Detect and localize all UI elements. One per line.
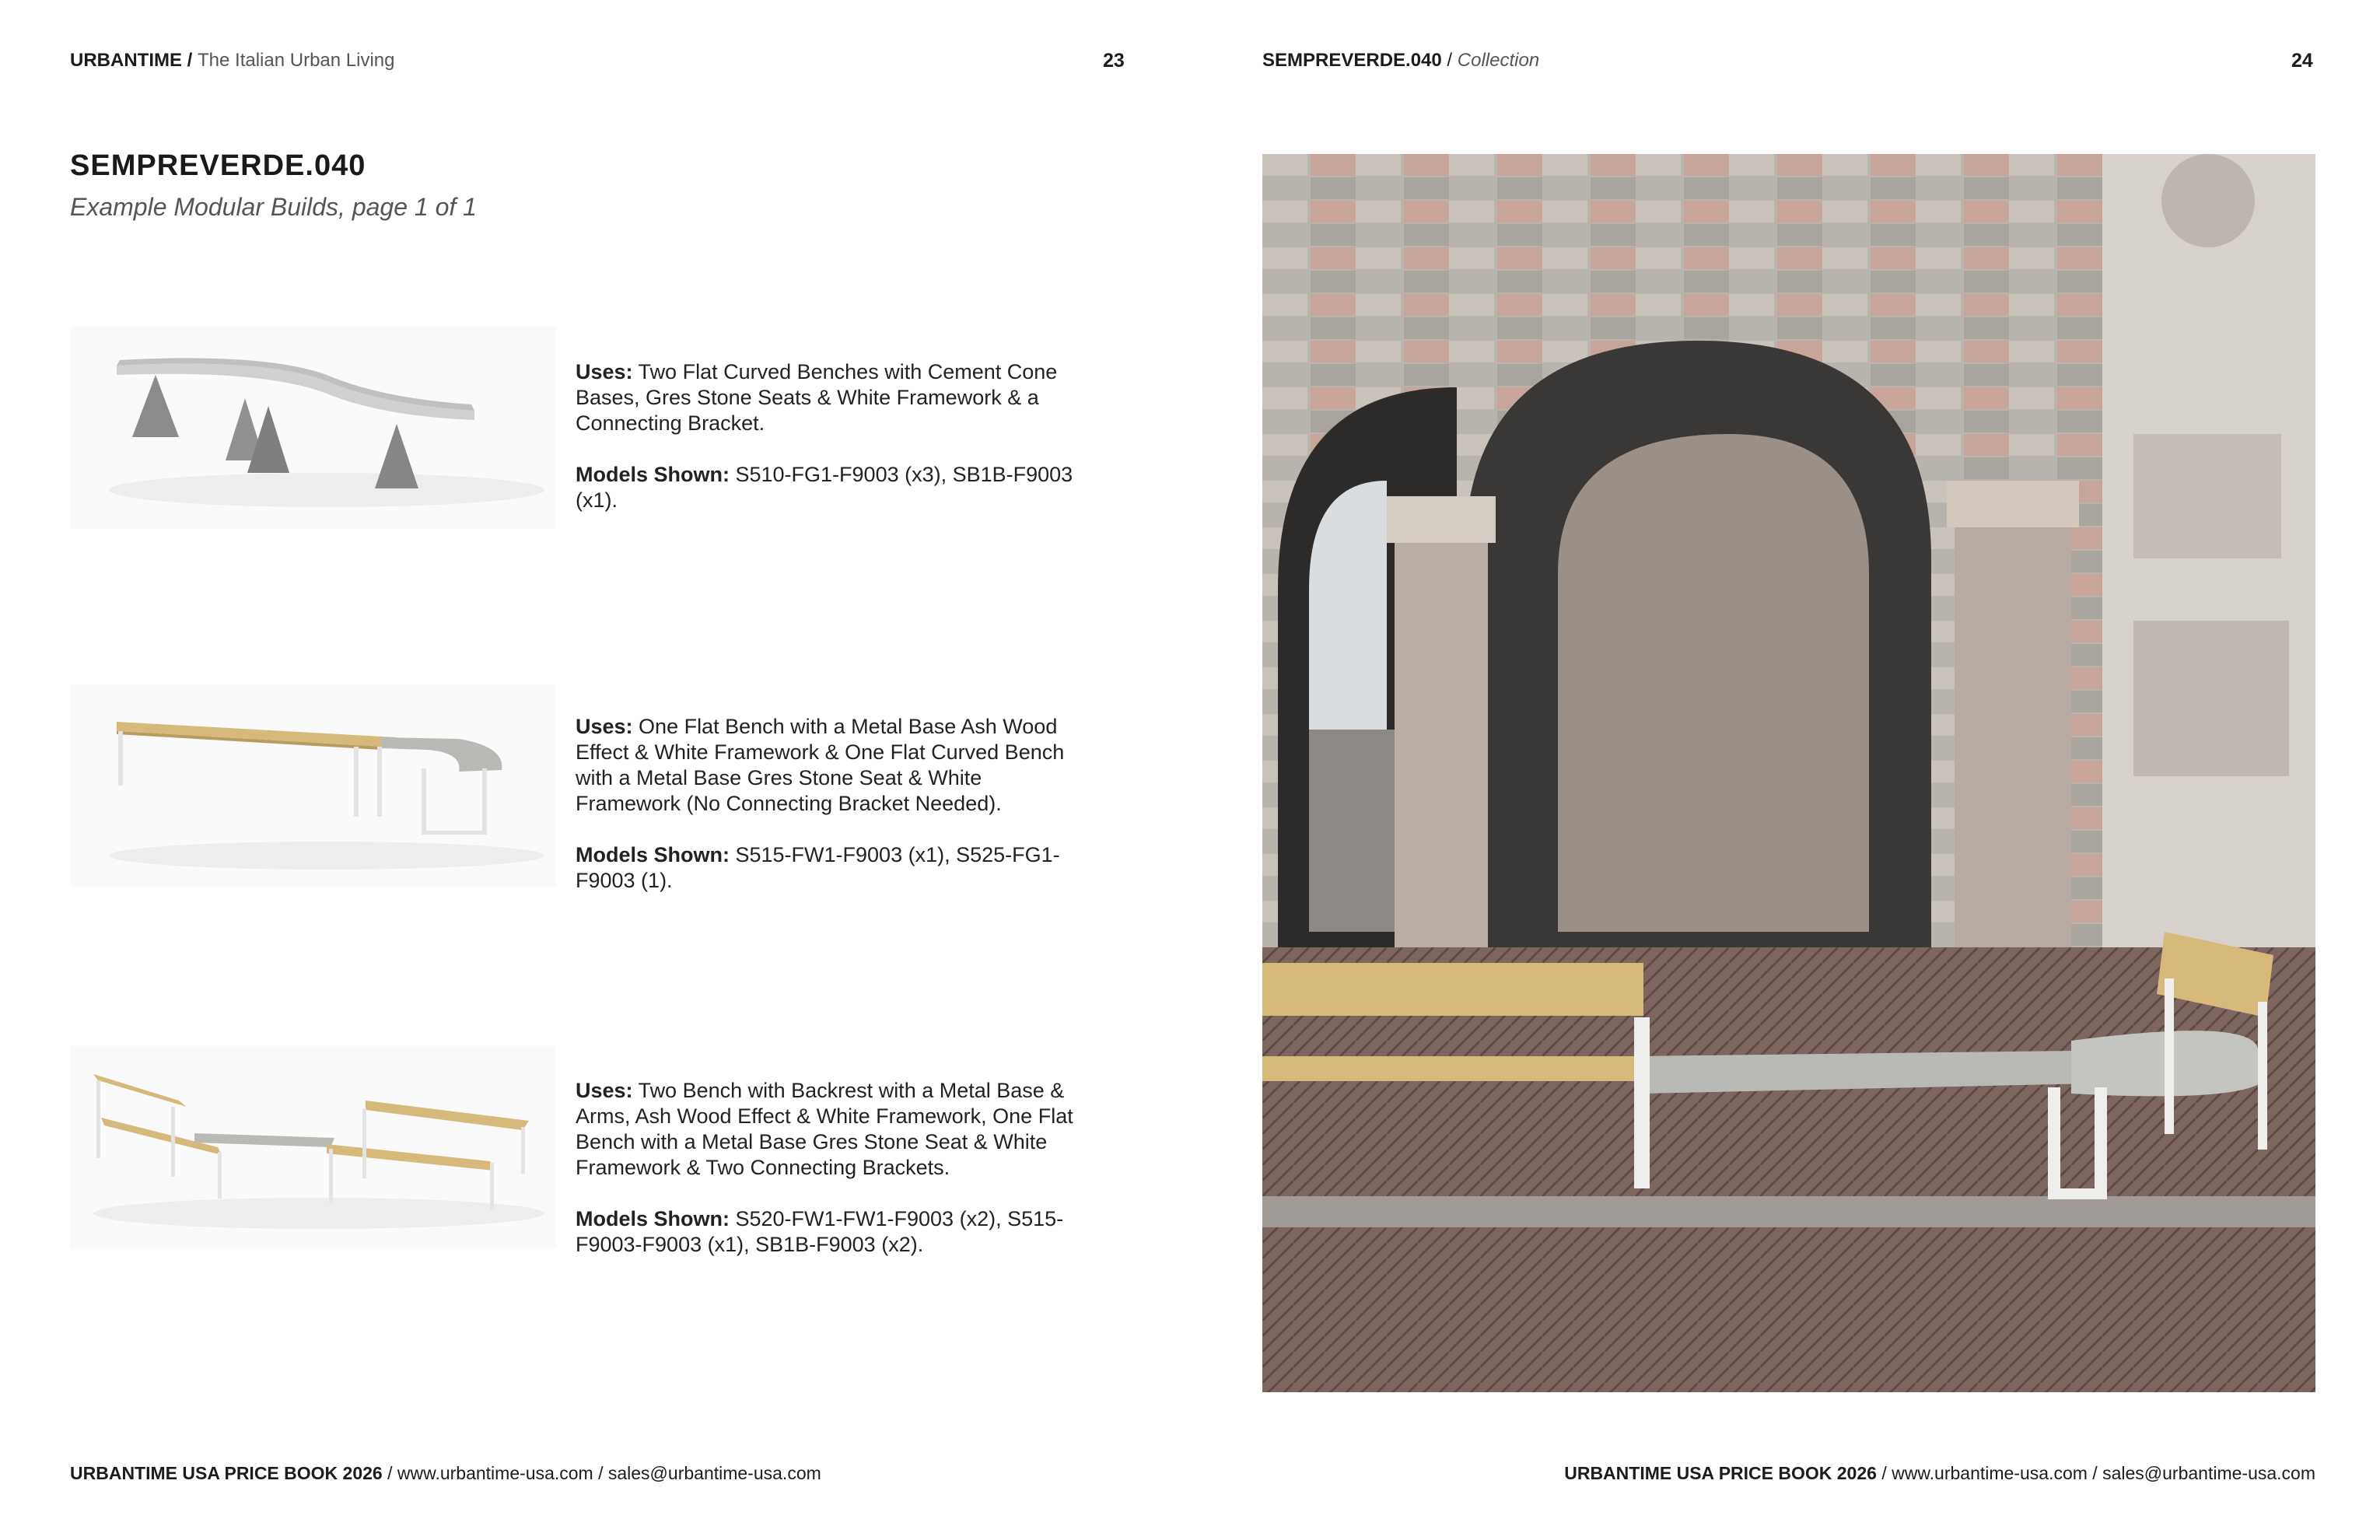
build-image-wood-bench-curved-stone (70, 684, 556, 887)
footer-brand: URBANTIME USA PRICE BOOK 2026 (70, 1463, 383, 1483)
footer-contact: / www.urbantime-usa.com / sales@urbantime-usa.com (382, 1463, 821, 1483)
page-title: SEMPREVERDE.040 (70, 149, 366, 182)
build-description-2 (576, 714, 1073, 919)
models-text: S515-FW1-F9003 (x1), S525-FG1-F9003 (1). (576, 843, 1060, 892)
header-separator: / (1441, 50, 1458, 71)
build-description-1 (576, 359, 1073, 539)
uses-text: One Flat Bench with a Metal Base Ash Wood Effect & White Framework & One Flat Curved Bench with a Metal Base Gres Stone Seat & White Framework (No Connecting Bracket Needed). (576, 715, 1065, 815)
uses-label: Uses: (576, 1079, 633, 1102)
build-image-backrest-benches-bracket (70, 1046, 556, 1248)
uses-text: Two Flat Curved Benches with Cement Cone Bases, Gres Stone Seats & White Framework & a Connecting Bracket. (576, 360, 1058, 435)
page-subtitle: Example Modular Builds, page 1 of 1 (70, 193, 477, 221)
build-image-curved-benches-cones (70, 327, 556, 529)
collection-photo-arcade-benches (1262, 154, 2315, 1392)
header-tagline: The Italian Urban Living (198, 50, 395, 71)
header-brand: URBANTIME (70, 50, 182, 71)
footer-contact: / www.urbantime-usa.com / sales@urbantime-usa.com (1876, 1463, 2315, 1483)
models-text: S520-FW1-FW1-F9003 (x2), S515-F9003-F9003 (x1), SB1B-F9003 (x2). (576, 1207, 1064, 1256)
models-label: Models Shown: (576, 463, 730, 486)
right-header (1262, 50, 1539, 72)
right-footer (1564, 1463, 2315, 1484)
footer-brand: URBANTIME USA PRICE BOOK 2026 (1564, 1463, 1877, 1483)
models-label: Models Shown: (576, 1207, 730, 1230)
left-header (70, 50, 395, 72)
uses-label: Uses: (576, 360, 633, 383)
uses-text: Two Bench with Backrest with a Metal Base & Arms, Ash Wood Effect & White Framework, One Flat Bench with a Metal Base Gres Stone Seat & White Framework & Two Connecting Brackets. (576, 1079, 1073, 1179)
models-label: Models Shown: (576, 843, 730, 866)
page-number-left: 23 (1103, 50, 1125, 72)
header-section: Collection (1457, 50, 1540, 71)
page-number-right: 24 (2291, 50, 2313, 72)
left-footer (70, 1463, 821, 1484)
models-text: S510-FG1-F9003 (x3), SB1B-F9003 (x1). (576, 463, 1073, 512)
header-separator: / (182, 50, 198, 71)
uses-label: Uses: (576, 715, 633, 738)
build-description-3 (576, 1078, 1073, 1283)
header-collection-name: SEMPREVERDE.040 (1262, 50, 1442, 71)
